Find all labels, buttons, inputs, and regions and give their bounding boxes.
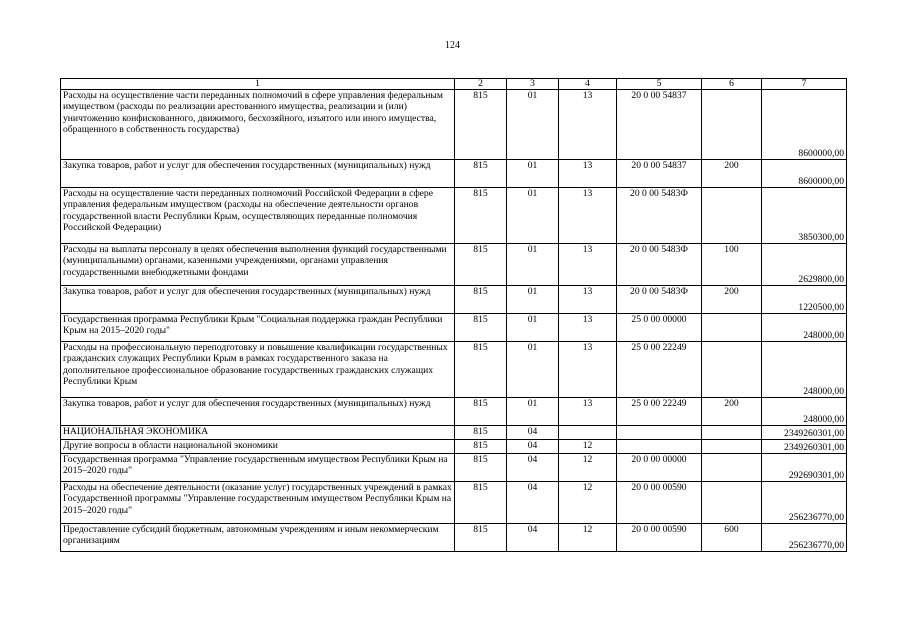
table-row bbox=[61, 398, 847, 426]
col-header-6: 6 bbox=[702, 79, 762, 90]
row-amount: 248000,00 bbox=[762, 342, 847, 398]
row-col-4: 12 bbox=[559, 524, 617, 552]
row-col-2: 815 bbox=[455, 90, 507, 160]
row-description: НАЦИОНАЛЬНАЯ ЭКОНОМИКА bbox=[61, 426, 455, 440]
col-header-7: 7 bbox=[762, 79, 847, 90]
row-col-6: 100 bbox=[702, 244, 762, 286]
row-amount: 256236770,00 bbox=[762, 482, 847, 524]
row-col-2: 815 bbox=[455, 244, 507, 286]
row-col-5: 25 0 00 22249 bbox=[617, 342, 702, 398]
row-col-2: 815 bbox=[455, 286, 507, 314]
row-col-4: 13 bbox=[559, 398, 617, 426]
row-col-6: 200 bbox=[702, 286, 762, 314]
row-col-6 bbox=[702, 440, 762, 454]
row-col-5 bbox=[617, 440, 702, 454]
row-amount: 8600000,00 bbox=[762, 90, 847, 160]
row-col-2: 815 bbox=[455, 454, 507, 482]
row-amount: 2349260301,00 bbox=[762, 440, 847, 454]
col-header-3: 3 bbox=[507, 79, 559, 90]
row-col-2: 815 bbox=[455, 342, 507, 398]
table-row bbox=[61, 524, 847, 552]
row-col-5: 20 0 00 5483Ф bbox=[617, 188, 702, 244]
row-col-5: 20 0 00 54837 bbox=[617, 160, 702, 188]
row-col-4: 13 bbox=[559, 286, 617, 314]
row-description: Расходы на осуществление части переданных полномочий в сфере управления федеральным имуществом (расходы по реализации арестованного имущества, реализации и (или) уничтожению конфискованного, движимого, бесхозяйного, изъятого или иного имущества, обращенного в собственность государства) bbox=[61, 90, 455, 160]
row-col-4 bbox=[559, 426, 617, 440]
row-col-2: 815 bbox=[455, 160, 507, 188]
row-col-6 bbox=[702, 188, 762, 244]
row-col-2: 815 bbox=[455, 398, 507, 426]
row-description: Закупка товаров, работ и услуг для обеспечения государственных (муниципальных) нужд bbox=[61, 160, 455, 188]
row-description: Расходы на осуществление части переданных полномочий Российской Федерации в сфере управления федеральным имуществом (расходы на обеспечение деятельности органов государственной власти Республики Крым, осуществляющих переданные полномочия Российской Федерации) bbox=[61, 188, 455, 244]
table-row bbox=[61, 90, 847, 160]
row-col-6 bbox=[702, 90, 762, 160]
table-row bbox=[61, 426, 847, 440]
row-amount: 248000,00 bbox=[762, 314, 847, 342]
row-col-2: 815 bbox=[455, 314, 507, 342]
row-col-2: 815 bbox=[455, 188, 507, 244]
row-col-3: 04 bbox=[507, 524, 559, 552]
header-row bbox=[61, 79, 847, 90]
row-description: Расходы на профессиональную переподготовку и повышение квалификации государственных гражданских служащих Республики Крым в рамках государственного заказа на дополнительное профессиональное образование государственных гражданских служащих Республики Крым bbox=[61, 342, 455, 398]
row-amount: 2629800,00 bbox=[762, 244, 847, 286]
row-col-2: 815 bbox=[455, 524, 507, 552]
row-col-6 bbox=[702, 482, 762, 524]
row-col-5: 25 0 00 00000 bbox=[617, 314, 702, 342]
row-col-4: 12 bbox=[559, 482, 617, 524]
row-col-4: 13 bbox=[559, 160, 617, 188]
row-col-6 bbox=[702, 426, 762, 440]
row-col-3: 01 bbox=[507, 90, 559, 160]
row-col-3: 01 bbox=[507, 314, 559, 342]
row-description: Предоставление субсидий бюджетным, автономным учреждениям и иным некоммерческим организациям bbox=[61, 524, 455, 552]
row-amount: 248000,00 bbox=[762, 398, 847, 426]
row-col-3: 04 bbox=[507, 426, 559, 440]
table-row bbox=[61, 314, 847, 342]
row-col-5: 25 0 00 22249 bbox=[617, 398, 702, 426]
row-description: Государственная программа Республики Крым "Социальная поддержка граждан Республики Крым на 2015–2020 годы" bbox=[61, 314, 455, 342]
row-col-6 bbox=[702, 342, 762, 398]
row-amount: 256236770,00 bbox=[762, 524, 847, 552]
row-description: Другие вопросы в области национальной экономики bbox=[61, 440, 455, 454]
row-col-5: 20 0 00 00590 bbox=[617, 482, 702, 524]
row-description: Расходы на выплаты персоналу в целях обеспечения выполнения функций государственными (муниципальными) органами, казенными учреждениями, органами управления государственными внебюджетными фондами bbox=[61, 244, 455, 286]
row-col-3: 01 bbox=[507, 342, 559, 398]
row-col-4: 13 bbox=[559, 244, 617, 286]
row-col-2: 815 bbox=[455, 440, 507, 454]
row-col-3: 04 bbox=[507, 440, 559, 454]
row-col-4: 13 bbox=[559, 90, 617, 160]
row-col-2: 815 bbox=[455, 426, 507, 440]
table-row bbox=[61, 160, 847, 188]
row-amount: 292690301,00 bbox=[762, 454, 847, 482]
row-col-4: 12 bbox=[559, 440, 617, 454]
col-header-4: 4 bbox=[559, 79, 617, 90]
table-row bbox=[61, 244, 847, 286]
row-col-5: 20 0 00 00590 bbox=[617, 524, 702, 552]
row-col-4: 13 bbox=[559, 188, 617, 244]
row-col-3: 01 bbox=[507, 244, 559, 286]
row-amount: 2349260301,00 bbox=[762, 426, 847, 440]
row-amount: 8600000,00 bbox=[762, 160, 847, 188]
row-amount: 3850300,00 bbox=[762, 188, 847, 244]
row-col-6 bbox=[702, 454, 762, 482]
col-header-1: 1 bbox=[61, 79, 455, 90]
col-header-2: 2 bbox=[455, 79, 507, 90]
row-description: Закупка товаров, работ и услуг для обеспечения государственных (муниципальных) нужд bbox=[61, 286, 455, 314]
table-row bbox=[61, 188, 847, 244]
row-description: Расходы на обеспечение деятельности (оказание услуг) государственных учреждений в рамках Государственной программы "Управление государственным имуществом Республики Крым на 2015–2020 годы" bbox=[61, 482, 455, 524]
table-row bbox=[61, 482, 847, 524]
row-col-6: 600 bbox=[702, 524, 762, 552]
page-number: 124 bbox=[445, 40, 460, 51]
row-description: Закупка товаров, работ и услуг для обеспечения государственных (муниципальных) нужд bbox=[61, 398, 455, 426]
row-col-5: 20 0 00 00000 bbox=[617, 454, 702, 482]
row-col-3: 01 bbox=[507, 188, 559, 244]
row-col-4: 13 bbox=[559, 342, 617, 398]
col-header-5: 5 bbox=[617, 79, 702, 90]
row-col-3: 04 bbox=[507, 482, 559, 524]
row-col-6: 200 bbox=[702, 398, 762, 426]
table-row bbox=[61, 454, 847, 482]
budget-table bbox=[60, 78, 847, 552]
row-amount: 1220500,00 bbox=[762, 286, 847, 314]
row-col-5: 20 0 00 5483Ф bbox=[617, 286, 702, 314]
row-col-5: 20 0 00 5483Ф bbox=[617, 244, 702, 286]
table-row bbox=[61, 342, 847, 398]
row-col-2: 815 bbox=[455, 482, 507, 524]
row-col-4: 13 bbox=[559, 314, 617, 342]
row-col-5: 20 0 00 54837 bbox=[617, 90, 702, 160]
row-col-5 bbox=[617, 426, 702, 440]
table-row bbox=[61, 286, 847, 314]
row-col-4: 12 bbox=[559, 454, 617, 482]
row-col-3: 01 bbox=[507, 398, 559, 426]
row-description: Государственная программа "Управление государственным имуществом Республики Крым на 2015–2020 годы" bbox=[61, 454, 455, 482]
row-col-6 bbox=[702, 314, 762, 342]
table-row bbox=[61, 440, 847, 454]
row-col-6: 200 bbox=[702, 160, 762, 188]
row-col-3: 01 bbox=[507, 160, 559, 188]
row-col-3: 04 bbox=[507, 454, 559, 482]
row-col-3: 01 bbox=[507, 286, 559, 314]
